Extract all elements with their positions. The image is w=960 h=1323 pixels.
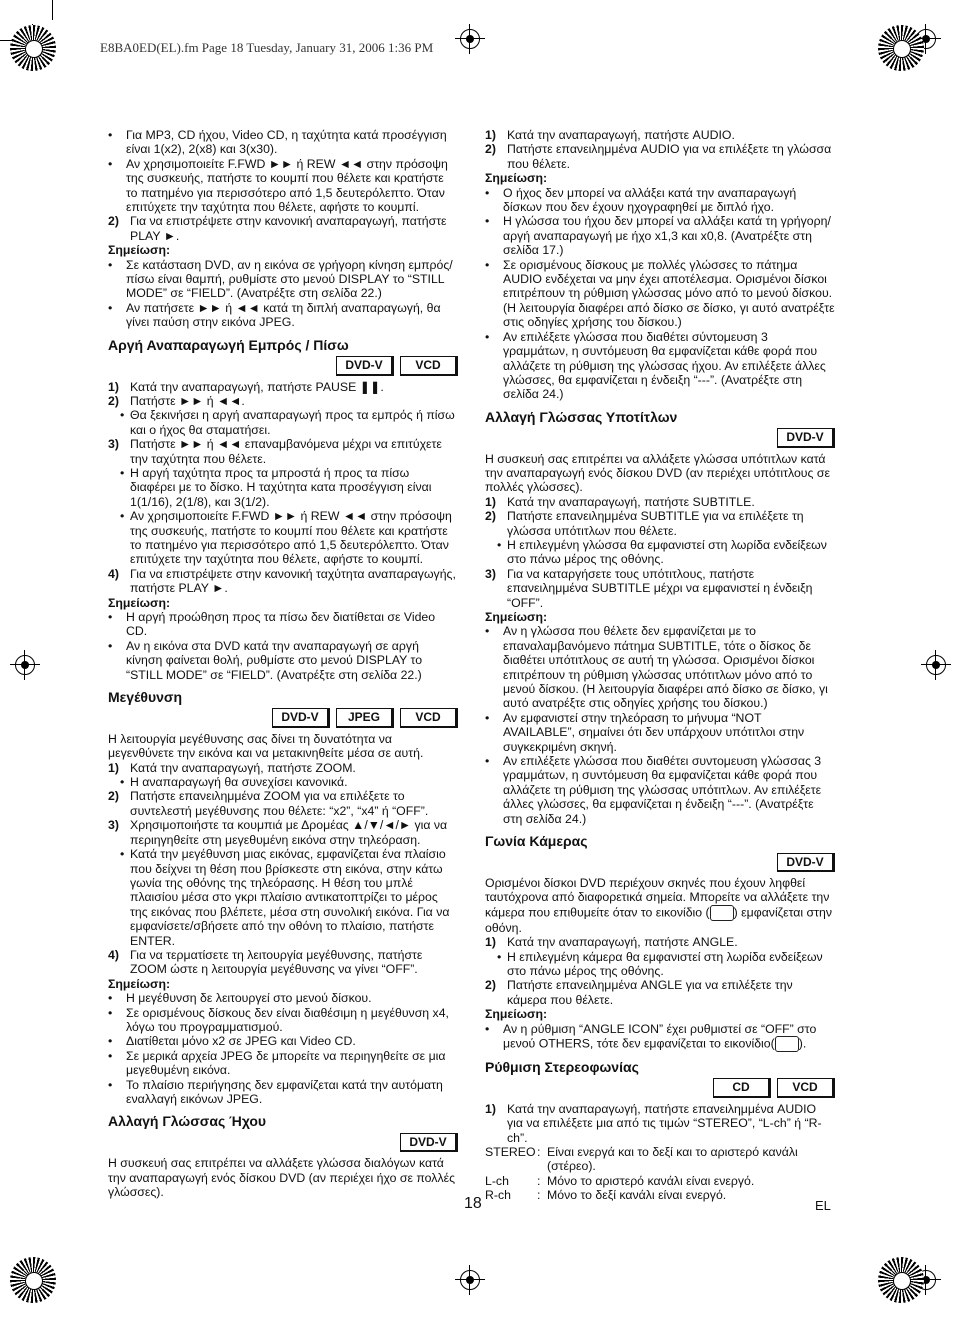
starburst-mark-icon bbox=[878, 1257, 924, 1303]
list-item: • Σε κατάσταση DVD, αν η εικόνα σε γρήγορη κίνηση εμπρός/πίσω είναι θαμπή, ρυθμίστε στο μενού DISPLAY το “STILL MODE” σε “FIELD”. (Ανατρέξτε στη σελίδα 22.) bbox=[108, 257, 453, 301]
step-3: 3) Πατήστε ►► ή ◄◄ επαναμβανόμενα μέχρι να επιτύχετε την ταχύτητα που θέλετε. bbox=[108, 437, 442, 466]
badge-dvd-v: DVD-V bbox=[272, 708, 330, 727]
registration-mark-icon bbox=[921, 650, 951, 680]
step-4: 4) Για να επιστρέψετε στην κανονική ταχύτητα αναπαραγωγής, πατήστε PLAY ►. bbox=[108, 566, 456, 596]
sub-item: • Η επιλεγμένη γλώσσα θα εμφανιστεί στη λωρίδα ενδείξεων στο πάνω μέρος της οθόνης. bbox=[497, 537, 827, 567]
list-item: • Αν πατήσετε ►► ή ◄◄ κατά τη διπλή αναπαραγωγή, θα γίνει παύση στην εικόνα JPEG. bbox=[108, 300, 441, 330]
sub-item: • Κατά την μεγέθυνση μιας εικόνας, εμφανίζεται ένα πλαίσιο που δείχνει τη θέση που βρίσκεστε στη εικόνα, στην κάτω γωνία της οθόνης της τηλεόρασης. Η θέση του μπλέ πλαισίου μέσα στο γκρι πλαίσιο αντικατοπτρίζει το μέρος της εικόνας που βλέπετε, μέσα στη συνολική εικόνα. Για να εμφανίσετε/σβήσετε από την οθόνη το πλαίσιο, πατήστε ENTER. bbox=[120, 847, 450, 948]
starburst-mark-icon bbox=[878, 25, 924, 71]
list-item: • Η γλώσσα του ήχου δεν μπορεί να αλλάξει κατά τη γρήγορη/αργή αναπαραγωγή με ήχο x1,3 και x0,8. (Ανατρέξτε στη σελίδα 17.) bbox=[485, 214, 831, 258]
step-1: 1) Κατά την αναπαραγωγή, πατήστε επανειλημμένα AUDIO για να επιλέξετε μια από τις τιμών “STEREO”, “L-ch” ή “R-ch”. bbox=[485, 1101, 822, 1145]
list-item: • Για MP3, CD ήχου, Video CD, η ταχύτητα κατά προσέγγιση είναι 1(x2), 2(x8) και 3(x30). bbox=[108, 128, 447, 157]
section-title-audio: Αλλαγή Γλώσσας Ήχου bbox=[108, 1113, 267, 1130]
stereo-option: STEREO : Είναι ενεργά και το δεξί και το αριστερό κανάλι (στέρεο). bbox=[485, 1145, 798, 1174]
step-3: 3) Για να καταργήσετε τους υπότιτλους, πατήστε επανειλημμένα SUBTITLE μέχρι να εμφανιστεί η ένδειξη “OFF”. bbox=[485, 566, 813, 610]
note-heading: Σημείωση: bbox=[108, 243, 171, 258]
step-2: 2) Πατήστε επανειλημμένα ANGLE για να επιλέξετε την κάμερα που θέλετε. bbox=[485, 978, 793, 1007]
sub-item: • Η αναπαραγωγή θα συνεχίσει κανονικά. bbox=[120, 775, 348, 790]
list-item: • Αν επιλέξετε γλώσσα που διαθέτει συντομευση γλώσσας 3 γραμμάτων, η συντόμευση θα εμφανίζεται κάθε φορά που αλλάζετε τη ρύθμιση της γλώσσας υπότιτλων. Αν επιλέξετε άλλες γλώσσες, θα εμφανίζεται η ένδειξη “---”. (Ανατρέξτε στη σελίδα 24.) bbox=[485, 754, 822, 826]
step-1: 1) Κατά την αναπαραγωγή, πατήστε ANGLE. bbox=[485, 935, 738, 950]
note-heading: Σημείωση: bbox=[485, 1007, 548, 1022]
badge-dvd-v: DVD-V bbox=[777, 428, 835, 447]
step-4: 4) Για να τερματίσετε τη λειτουργία μεγέθυνσης, πατήστε ZOOM ώστε η λειτουργία μεγέθυνσης να γίνει “OFF”. bbox=[108, 947, 423, 977]
list-item: • Το πλαίσιο περιήγησης δεν εμφανίζεται κατά την αυτόματη εναλλαγή εικόνων JPEG. bbox=[108, 1077, 443, 1106]
disc-badges bbox=[108, 356, 458, 375]
step-2: 2) Πατήστε ►► ή ◄◄. bbox=[108, 393, 245, 408]
list-item: • Αν εμφανιστεί στην τηλεόραση το μήνυμα “NOT AVAILABLE”, σημαίνει ότι δεν υπάρχουν υπότιτλοι στην συγκεκριμένη σκηνή. bbox=[485, 710, 805, 754]
section-title-subtitle: Αλλαγή Γλώσσας Υποτίτλων bbox=[485, 408, 678, 425]
badge-dvd-v: DVD-V bbox=[336, 356, 394, 375]
note-heading: Σημείωση: bbox=[108, 595, 171, 610]
note-heading: Σημείωση: bbox=[108, 976, 171, 991]
list-item: • Αν η γλώσσα που θέλετε δεν εμφανίζεται με το επαναλαμβανόμενο πάτημα SUBTITLE, τότε ο δίσκος δε διαθέτει υπότιτλους σε αυτή τη γλώσσα. Ορισμένοι δίσκοι επιτρέπουν τη ρύθμιση γλώσσας υπότιτλων μόνο από το μενού δίσκου. (Η λειτουργία διαφέρει από δίσκο σε δίσκο, γι αυτό ανατρέξτε στις οδηγίες χρήσης του δίσκου.) bbox=[485, 624, 828, 711]
registration-mark-icon bbox=[455, 1265, 485, 1295]
section-title-zoom: Μεγέθυνση bbox=[108, 689, 183, 706]
badge-vcd: VCD bbox=[400, 708, 458, 727]
step-1: 1) Κατά την αναπαραγωγή, πατήστε PAUSE ❚❚. bbox=[108, 379, 384, 394]
list-item: • Σε ορισμένους δίσκους με πολλές γλώσσες το πάτημα AUDIO ενδέχεται να μην έχει αποτέλεσμα. Ορισμένοι δίσκοι επιτρέπουν τη ρύθμιση γλώσσας μόνο από το μενού δίσκου. (Η λειτουργία διαφέρει από δίσκο σε δίσκο, γι αυτό ανατρέξτε στις οδηγίες χρήσης του δίσκου.) bbox=[485, 257, 835, 330]
disc-badges bbox=[485, 1078, 835, 1097]
registration-mark-icon bbox=[455, 24, 485, 54]
section-intro: Η συσκευή σας επιτρέπει να αλλάξετε γλώσσα υπότιτλων κατά την αναπαραγωγή ενός δίσκου DVD (αν περιέχει υπότιτλους σε πολλές γλώσσες). bbox=[485, 451, 830, 495]
disc-badges bbox=[485, 853, 835, 872]
list-item: • Αν η εικόνα στα DVD κατά την αναπαραγωγή σε αργή κίνηση φαίνεται θολή, ρυθμίστε στο μενού DISPLAY το “STILL MODE” σε “FIELD”. (Ανατρέξτε στη σελίδα 22.) bbox=[108, 638, 423, 682]
badge-jpeg: JPEG bbox=[336, 708, 394, 727]
file-header: E8BA0ED(EL).fm Page 18 Tuesday, January 31, 2006 1:36 PM bbox=[100, 40, 434, 55]
camera-angle-icon bbox=[710, 905, 734, 921]
list-item: • Αν η ρύθμιση “ANGLE ICON” έχει ρυθμιστεί σε “OFF” στο μενού OTHERS, τότε δεν εμφανίζεται το εικονίδιο( ). bbox=[485, 1021, 817, 1051]
list-item: • Αν επιλέξετε γλώσσα που διαθέτει σύντομευση 3 γραμμάτων, η συντόμευση θα εμφανίζεται κάθε φορά που αλλάζετε τη ρύθμιση της γλώσσας ήχου. Αν επιλέξετε άλλες γλώσσες, θα εμφανίζεται η ένδειξη “---”. (Ανατρέξτε στη σελίδα 24.) bbox=[485, 329, 826, 402]
page-number: 18 bbox=[464, 1195, 482, 1212]
list-item: • Η αργή προώθηση προς τα πίσω δεν διατίθεται σε Video CD. bbox=[108, 610, 436, 639]
list-item: • Διατίθεται μόνο x2 σε JPEG και Video CD. bbox=[108, 1034, 356, 1049]
sub-item: • Θα ξεκινήσει η αργή αναπαραγωγή προς τα εμπρός ή πίσω και ο ήχος θα σταματήσει. bbox=[120, 408, 455, 437]
section-intro: Η λειτουργία μεγέθυνσης σας δίνει τη δυνατότητα να μεγενθύνετε την εικόνα και να μετακινηθείτε μέσα σε αυτή. bbox=[108, 731, 424, 761]
section-intro: Ορισμένοι δίσκοι DVD περιέχουν σκηνές που έχουν ληφθεί ταυτόχρονα από διαφορετικά σημεία. Μπορείτε να αλλάξετε την κάμερα που επιθυμείτε όταν το εικονίδιο ( ) εμφανίζεται στην οθόνη. bbox=[485, 875, 832, 935]
sub-item: • Η επιλεγμένη κάμερα θα εμφανιστεί στη λωρίδα ενδείξεων στο πάνω μέρος της οθόνης. bbox=[497, 949, 823, 978]
stereo-option: R-ch : Μόνο το δεξί κανάλι είναι ενεργό. bbox=[485, 1188, 727, 1203]
crop-mark bbox=[52, 0, 53, 20]
left-column bbox=[108, 128, 458, 1199]
badge-vcd: VCD bbox=[400, 356, 458, 375]
registration-mark-icon bbox=[10, 650, 40, 680]
step-2: 2) Πατήστε επανειλημμένα ZOOM για να επιλέξετε το συντελεστή μεγέθυνσης που θέλετε: “x2”, “x4” ή “OFF”. bbox=[108, 789, 429, 818]
disc-badges bbox=[485, 428, 835, 447]
badge-dvd-v: DVD-V bbox=[400, 1133, 458, 1152]
language-code: EL bbox=[815, 1198, 831, 1213]
badge-vcd: VCD bbox=[777, 1078, 835, 1097]
step-1: 1) Κατά την αναπαραγωγή, πατήστε SUBTITLE. bbox=[485, 494, 755, 509]
stereo-option: L-ch : Μόνο το αριστερό κανάλι είναι ενεργό. bbox=[485, 1173, 755, 1188]
starburst-mark-icon bbox=[10, 25, 56, 71]
right-column bbox=[485, 128, 835, 1203]
section-title-angle: Γωνία Κάμερας bbox=[485, 833, 588, 850]
camera-angle-icon bbox=[775, 1036, 799, 1052]
step-1: 1) Κατά την αναπαραγωγή, πατήστε AUDIO. bbox=[485, 128, 735, 142]
disc-badges bbox=[108, 708, 458, 727]
section-title-stereo: Ρύθμιση Στερεοφωνίας bbox=[485, 1058, 639, 1075]
step-1: 1) Κατά την αναπαραγωγή, πατήστε ZOOM. bbox=[108, 760, 356, 775]
badge-dvd-v: DVD-V bbox=[777, 853, 835, 872]
sub-item: • Η αργή ταχύτητα προς τα μπροστά ή προς τα πίσω διαφέρει με το δίσκο. Η ταχύτητα κατα προσέγγιση είναι 1(1/16), 2(1/8), και 3(1/2). bbox=[120, 465, 432, 509]
section-title-slow: Αργή Αναπαραγωγή Εμπρός / Πίσω bbox=[108, 336, 349, 353]
step-3: 3) Χρησιμοποιήστε τα κουμπιά με Δρομέας ▲/▼/◄/► για να περιηγηθείτε στη μεγεθυμένη εικόνα στην τηλεόραση. bbox=[108, 818, 448, 847]
list-item: • Αν χρησιμοποιείτε F.FWD ►► ή REW ◄◄ στην πρόσοψη της συσκευής, πατήστε το κουμπί που θέλετε και κρατήστε το πατημένο για περισσότερο από 1,5 δευτερόλεπτο. Όταν επιτύχετε την ταχύτητα που θέλετε, αφήστε το κουμπί. bbox=[108, 156, 448, 215]
step-2: 2) Πατήστε επανειλημμένα SUBTITLE για να επιλέξετε τη γλώσσα υπότιτλων που θέλετε. bbox=[485, 509, 804, 538]
note-heading: Σημείωση: bbox=[485, 171, 548, 186]
list-item: • Σε μερικά αρχεία JPEG δε μπορείτε να περιηγηθείτε σε μια μεγεθυμένη εικόνα. bbox=[108, 1048, 446, 1078]
sub-item: • Αν χρησιμοποιείτε F.FWD ►► ή REW ◄◄ στην πρόσοψη της συσκευής, πατήστε το κουμπί που θέλετε και κρατήστε το πατημένο για περισσότερο από 1,5 δευτερόλεπτο. Όταν επιτύχετε την ταχύτητα που θέλετε, αφήστε το κουμπί. bbox=[120, 509, 452, 567]
step-2: 2) Πατήστε επανειλημμένα AUDIO για να επιλέξετε τη γλώσσα που θέλετε. bbox=[485, 142, 832, 171]
badge-cd: CD bbox=[713, 1078, 771, 1097]
list-item: • Σε ορισμένους δίσκους δεν είναι διαθέσιμη η μεγέθυνση x4, λόγω του προγραμματισμού. bbox=[108, 1005, 449, 1034]
list-item: • Η μεγέθυνση δε λειτουργεί στο μενού δίσκου. bbox=[108, 991, 372, 1006]
list-item: • Ο ήχος δεν μπορεί να αλλάξει κατά την αναπαραγωγή δίσκων που δεν έχουν ηχογραφηθεί με διπλό ήχο. bbox=[485, 185, 797, 215]
section-intro: Η συσκευή σας επιτρέπει να αλλάξετε γλώσσα διαλόγων κατά την αναπαραγωγή ενός δίσκου DVD (αν περιέχει ήχο σε πολλές γλώσσες). bbox=[108, 1156, 455, 1200]
disc-badges bbox=[108, 1133, 458, 1152]
step-2: 2) Για να επιστρέψετε στην κανονική αναπαραγωγή, πατήστε PLAY ►. bbox=[108, 214, 447, 243]
note-heading: Σημείωση: bbox=[485, 610, 548, 624]
starburst-mark-icon bbox=[10, 1257, 56, 1303]
